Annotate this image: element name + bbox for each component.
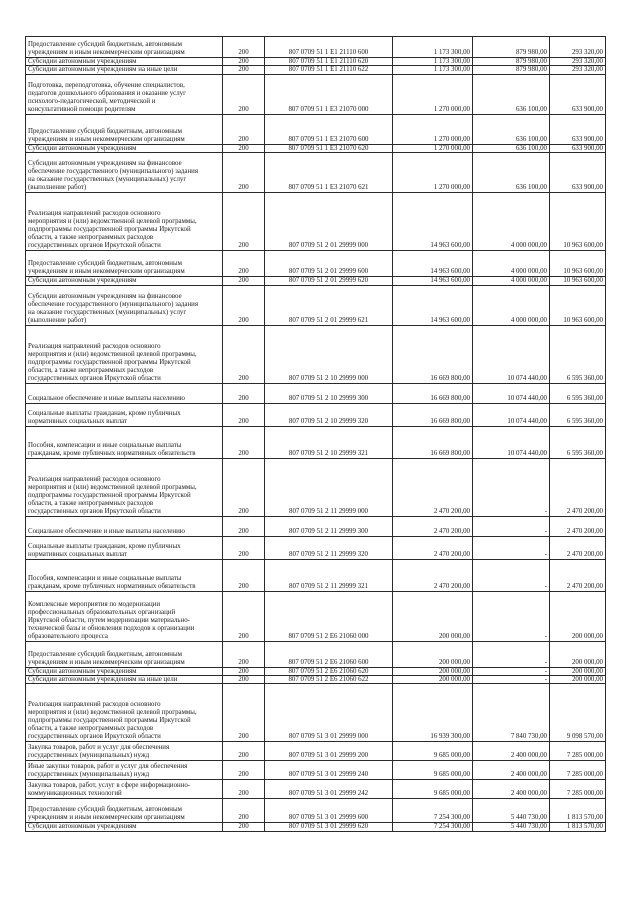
approved-amount-cell: 2 470 200,00: [393, 516, 473, 536]
approved-amount-cell: 1 270 000,00: [393, 144, 473, 152]
row-code-cell: 200: [223, 114, 265, 144]
approved-amount-cell: 16 669 800,00: [393, 403, 473, 426]
executed-amount-cell: 636 100,00: [473, 144, 550, 152]
unexecuted-amount-cell: 293 320,00: [550, 37, 606, 58]
unexecuted-amount-cell: 200 000,00: [550, 641, 606, 667]
approved-amount-cell: 9 685 000,00: [393, 761, 473, 780]
approved-amount-cell: 16 669 800,00: [393, 383, 473, 403]
unexecuted-amount-cell: 9 098 570,00: [550, 684, 606, 742]
approved-amount-cell: 16 669 800,00: [393, 426, 473, 458]
unexecuted-amount-cell: 2 470 200,00: [550, 516, 606, 536]
budget-classification-code-cell: 807 0709 51 2 01 29999 600: [265, 251, 393, 277]
budget-classification-code-cell: 807 0709 51 3 01 29999 240: [265, 761, 393, 780]
unexecuted-amount-cell: 633 900,00: [550, 144, 606, 152]
row-code-cell: 200: [223, 458, 265, 516]
row-name-cell: Иные закупки товаров, работ и услуг для обеспечения государственных (муниципальных) нужд: [26, 761, 223, 780]
executed-amount-cell: -: [473, 667, 550, 675]
budget-classification-code-cell: 807 0709 51 2 11 29999 300: [265, 516, 393, 536]
row-name-cell: Пособия, компенсации и иные социальные выплаты гражданам, кроме публичных нормативных обязательств: [26, 559, 223, 591]
budget-classification-code-cell: 807 0709 51 1 Е3 21070 000: [265, 74, 393, 114]
table-row: [26, 277, 606, 285]
approved-amount-cell: 1 173 300,00: [393, 66, 473, 74]
budget-classification-code-cell: 807 0709 51 3 01 29999 242: [265, 780, 393, 799]
row-name-cell: Пособия, компенсации и иные социальные выплаты гражданам, кроме публичных нормативных обязательств: [26, 426, 223, 458]
executed-amount-cell: 879 980,00: [473, 58, 550, 66]
executed-amount-cell: 10 074 440,00: [473, 403, 550, 426]
table-row: [26, 676, 606, 684]
table-row: [26, 383, 606, 403]
approved-amount-cell: 14 963 600,00: [393, 251, 473, 277]
row-code-cell: 200: [223, 799, 265, 823]
budget-classification-code-cell: 807 0709 51 2 10 29999 320: [265, 403, 393, 426]
row-code-cell: 200: [223, 251, 265, 277]
row-name-cell: Субсидии автономным учреждениям на иные цели: [26, 66, 223, 74]
unexecuted-amount-cell: 10 963 600,00: [550, 251, 606, 277]
table-row: [26, 193, 606, 251]
row-name-cell: Реализация направлений расходов основного мероприятия и (или) ведомственной целевой программы, подпрограммы государственной программы Иркутской области, а также непрограммных расходов государственных органов Иркутской области: [26, 458, 223, 516]
approved-amount-cell: 200 000,00: [393, 591, 473, 641]
unexecuted-amount-cell: 7 285 000,00: [550, 761, 606, 780]
executed-amount-cell: 10 074 440,00: [473, 426, 550, 458]
executed-amount-cell: 4 000 000,00: [473, 193, 550, 251]
executed-amount-cell: 4 000 000,00: [473, 251, 550, 277]
row-code-cell: 200: [223, 559, 265, 591]
unexecuted-amount-cell: 6 595 360,00: [550, 325, 606, 383]
row-name-cell: Социальное обеспечение и иные выплаты населению: [26, 516, 223, 536]
table-body: [26, 37, 606, 832]
budget-classification-code-cell: 807 0709 51 3 01 29999 000: [265, 684, 393, 742]
executed-amount-cell: 5 440 730,00: [473, 823, 550, 831]
executed-amount-cell: 879 980,00: [473, 37, 550, 58]
approved-amount-cell: 1 270 000,00: [393, 153, 473, 193]
unexecuted-amount-cell: 6 595 360,00: [550, 383, 606, 403]
budget-classification-code-cell: 807 0709 51 3 01 29999 600: [265, 799, 393, 823]
row-name-cell: Социальные выплаты гражданам, кроме публичных нормативных социальных выплат: [26, 403, 223, 426]
row-code-cell: 200: [223, 193, 265, 251]
budget-classification-code-cell: 807 0709 51 2 Е6 21060 000: [265, 591, 393, 641]
approved-amount-cell: 7 254 300,00: [393, 823, 473, 831]
table-row: [26, 823, 606, 831]
row-code-cell: 200: [223, 761, 265, 780]
unexecuted-amount-cell: 10 963 600,00: [550, 193, 606, 251]
row-name-cell: Предоставление субсидий бюджетным, автономным учреждениям и иным некоммерческим организациям: [26, 799, 223, 823]
budget-classification-code-cell: 807 0709 51 3 01 29999 620: [265, 823, 393, 831]
executed-amount-cell: 5 440 730,00: [473, 799, 550, 823]
approved-amount-cell: 14 963 600,00: [393, 193, 473, 251]
row-name-cell: Предоставление субсидий бюджетным, автономным учреждениям и иным некоммерческим организациям: [26, 641, 223, 667]
unexecuted-amount-cell: 200 000,00: [550, 667, 606, 675]
approved-amount-cell: 14 963 600,00: [393, 277, 473, 285]
row-code-cell: 200: [223, 684, 265, 742]
table-row: [26, 251, 606, 277]
budget-classification-code-cell: 807 0709 51 2 11 29999 320: [265, 536, 393, 559]
approved-amount-cell: 2 470 200,00: [393, 458, 473, 516]
row-name-cell: Закупка товаров, работ, услуг в сфере информационно- коммуникационных технологий: [26, 780, 223, 799]
budget-classification-code-cell: 807 0709 51 1 Е1 21110 622: [265, 66, 393, 74]
row-name-cell: Субсидии автономным учреждениям на иные цели: [26, 676, 223, 684]
row-name-cell: Социальные выплаты гражданам, кроме публичных нормативных социальных выплат: [26, 536, 223, 559]
approved-amount-cell: 16 939 300,00: [393, 684, 473, 742]
table-row: [26, 780, 606, 799]
table-row: [26, 591, 606, 641]
row-name-cell: Реализация направлений расходов основного мероприятия и (или) ведомственной целевой программы, подпрограммы государственной программы Иркутской области, а также непрограммных расходов государственных органов Иркутской области: [26, 684, 223, 742]
unexecuted-amount-cell: 293 320,00: [550, 58, 606, 66]
row-code-cell: 200: [223, 383, 265, 403]
unexecuted-amount-cell: 10 963 600,00: [550, 285, 606, 325]
executed-amount-cell: -: [473, 516, 550, 536]
row-name-cell: Субсидии автономным учреждениям: [26, 667, 223, 675]
table-row: [26, 641, 606, 667]
row-name-cell: Субсидии автономным учреждениям: [26, 58, 223, 66]
table-row: [26, 285, 606, 325]
row-name-cell: Закупка товаров, работ и услуг для обеспечения государственных (муниципальных) нужд: [26, 742, 223, 761]
table-row: [26, 114, 606, 144]
row-name-cell: Субсидии автономным учреждениям: [26, 144, 223, 152]
executed-amount-cell: 636 100,00: [473, 153, 550, 193]
table-row: [26, 742, 606, 761]
row-code-cell: 200: [223, 591, 265, 641]
unexecuted-amount-cell: 200 000,00: [550, 676, 606, 684]
unexecuted-amount-cell: 7 285 000,00: [550, 742, 606, 761]
row-code-cell: 200: [223, 641, 265, 667]
unexecuted-amount-cell: 200 000,00: [550, 591, 606, 641]
budget-execution-table: [25, 36, 606, 832]
table-row: [26, 66, 606, 74]
executed-amount-cell: 2 400 000,00: [473, 761, 550, 780]
approved-amount-cell: 1 173 300,00: [393, 37, 473, 58]
row-code-cell: 200: [223, 676, 265, 684]
budget-classification-code-cell: 807 0709 51 1 Е1 21110 600: [265, 37, 393, 58]
executed-amount-cell: 10 074 440,00: [473, 383, 550, 403]
row-code-cell: 200: [223, 742, 265, 761]
budget-classification-code-cell: 807 0709 51 2 10 29999 000: [265, 325, 393, 383]
row-name-cell: Реализация направлений расходов основного мероприятия и (или) ведомственной целевой программы, подпрограммы государственной программы Иркутской области, а также непрограммных расходов государственных органов Иркутской области: [26, 325, 223, 383]
row-code-cell: 200: [223, 516, 265, 536]
executed-amount-cell: -: [473, 641, 550, 667]
row-code-cell: 200: [223, 667, 265, 675]
table-row: [26, 58, 606, 66]
row-name-cell: Субсидии автономным учреждениям на финансовое обеспечение государственного (муниципального) задания на оказание государственных (муниципальных) услуг (выполнение работ): [26, 153, 223, 193]
budget-classification-code-cell: 807 0709 51 1 Е3 21070 600: [265, 114, 393, 144]
table-row: [26, 761, 606, 780]
executed-amount-cell: -: [473, 676, 550, 684]
executed-amount-cell: 4 000 000,00: [473, 277, 550, 285]
executed-amount-cell: 879 980,00: [473, 66, 550, 74]
table-row: [26, 559, 606, 591]
budget-classification-code-cell: 807 0709 51 1 Е3 21070 620: [265, 144, 393, 152]
executed-amount-cell: 4 000 000,00: [473, 285, 550, 325]
table-row: [26, 536, 606, 559]
approved-amount-cell: 200 000,00: [393, 667, 473, 675]
table-row: [26, 74, 606, 114]
approved-amount-cell: 1 173 300,00: [393, 58, 473, 66]
budget-classification-code-cell: 807 0709 51 2 10 29999 300: [265, 383, 393, 403]
row-code-cell: 200: [223, 37, 265, 58]
approved-amount-cell: 200 000,00: [393, 641, 473, 667]
unexecuted-amount-cell: 293 320,00: [550, 66, 606, 74]
table-row: [26, 799, 606, 823]
budget-classification-code-cell: 807 0709 51 1 Е3 21070 621: [265, 153, 393, 193]
approved-amount-cell: 9 685 000,00: [393, 742, 473, 761]
row-code-cell: 200: [223, 780, 265, 799]
budget-classification-code-cell: 807 0709 51 3 01 29999 200: [265, 742, 393, 761]
table-row: [26, 426, 606, 458]
row-code-cell: 200: [223, 153, 265, 193]
row-code-cell: 200: [223, 277, 265, 285]
budget-classification-code-cell: 807 0709 51 2 10 29999 321: [265, 426, 393, 458]
row-code-cell: 200: [223, 74, 265, 114]
budget-classification-code-cell: 807 0709 51 2 01 29999 000: [265, 193, 393, 251]
executed-amount-cell: -: [473, 591, 550, 641]
approved-amount-cell: 1 270 000,00: [393, 74, 473, 114]
table-row: [26, 37, 606, 58]
table-row: [26, 458, 606, 516]
row-name-cell: Социальное обеспечение и иные выплаты населению: [26, 383, 223, 403]
row-name-cell: Субсидии автономным учреждениям: [26, 823, 223, 831]
approved-amount-cell: 16 669 800,00: [393, 325, 473, 383]
unexecuted-amount-cell: 633 900,00: [550, 74, 606, 114]
budget-classification-code-cell: 807 0709 51 1 Е1 21110 620: [265, 58, 393, 66]
executed-amount-cell: 10 074 440,00: [473, 325, 550, 383]
row-code-cell: 200: [223, 66, 265, 74]
unexecuted-amount-cell: 2 470 200,00: [550, 458, 606, 516]
approved-amount-cell: 2 470 200,00: [393, 536, 473, 559]
row-name-cell: Субсидии автономным учреждениям на финансовое обеспечение государственного (муниципального) задания на оказание государственных (муниципальных) услуг (выполнение работ): [26, 285, 223, 325]
row-name-cell: Предоставление субсидий бюджетным, автономным учреждениям и иным некоммерческим организациям: [26, 114, 223, 144]
approved-amount-cell: 2 470 200,00: [393, 559, 473, 591]
row-name-cell: Реализация направлений расходов основного мероприятия и (или) ведомственной целевой программы, подпрограммы государственной программы Иркутской области, а также непрограммных расходов государственных органов Иркутской области: [26, 193, 223, 251]
executed-amount-cell: -: [473, 458, 550, 516]
executed-amount-cell: 2 400 000,00: [473, 742, 550, 761]
row-name-cell: Субсидии автономным учреждениям: [26, 277, 223, 285]
row-code-cell: 200: [223, 285, 265, 325]
budget-classification-code-cell: 807 0709 51 2 11 29999 321: [265, 559, 393, 591]
unexecuted-amount-cell: 633 900,00: [550, 114, 606, 144]
approved-amount-cell: 200 000,00: [393, 676, 473, 684]
approved-amount-cell: 9 685 000,00: [393, 780, 473, 799]
executed-amount-cell: 2 400 000,00: [473, 780, 550, 799]
row-name-cell: Предоставление субсидий бюджетным, автономным учреждениям и иным некоммерческим организациям: [26, 37, 223, 58]
budget-classification-code-cell: 807 0709 51 2 Е6 21060 600: [265, 641, 393, 667]
row-code-cell: 200: [223, 823, 265, 831]
approved-amount-cell: 14 963 600,00: [393, 285, 473, 325]
executed-amount-cell: -: [473, 536, 550, 559]
budget-classification-code-cell: 807 0709 51 2 11 29999 000: [265, 458, 393, 516]
table-row: [26, 684, 606, 742]
unexecuted-amount-cell: 1 813 570,00: [550, 799, 606, 823]
unexecuted-amount-cell: 10 963 600,00: [550, 277, 606, 285]
unexecuted-amount-cell: 6 595 360,00: [550, 426, 606, 458]
budget-report-page: [25, 36, 605, 832]
unexecuted-amount-cell: 6 595 360,00: [550, 403, 606, 426]
row-code-cell: 200: [223, 325, 265, 383]
table-row: [26, 153, 606, 193]
table-row: [26, 144, 606, 152]
unexecuted-amount-cell: 1 813 570,00: [550, 823, 606, 831]
budget-classification-code-cell: 807 0709 51 2 01 29999 621: [265, 285, 393, 325]
row-code-cell: 200: [223, 536, 265, 559]
table-row: [26, 667, 606, 675]
row-name-cell: Предоставление субсидий бюджетным, автономным учреждениям и иным некоммерческим организациям: [26, 251, 223, 277]
row-code-cell: 200: [223, 144, 265, 152]
row-name-cell: Подготовка, переподготовка, обучение специалистов, педагогов дошкольного образования и оказание услуг психолого-педагогической, методической и консультативной помощи родителям: [26, 74, 223, 114]
row-code-cell: 200: [223, 426, 265, 458]
executed-amount-cell: 636 100,00: [473, 114, 550, 144]
table-row: [26, 325, 606, 383]
unexecuted-amount-cell: 633 900,00: [550, 153, 606, 193]
row-code-cell: 200: [223, 58, 265, 66]
unexecuted-amount-cell: 2 470 200,00: [550, 559, 606, 591]
executed-amount-cell: 7 840 730,00: [473, 684, 550, 742]
budget-classification-code-cell: 807 0709 51 2 Е6 21060 620: [265, 667, 393, 675]
executed-amount-cell: 636 100,00: [473, 74, 550, 114]
row-name-cell: Комплексные мероприятия по модернизации профессиональных образовательных организаций Иркутской области, путем модернизации материально- технической базы и обновления подходов к организации образовательного процесса: [26, 591, 223, 641]
unexecuted-amount-cell: 2 470 200,00: [550, 536, 606, 559]
approved-amount-cell: 1 270 000,00: [393, 114, 473, 144]
budget-classification-code-cell: 807 0709 51 2 Е6 21060 622: [265, 676, 393, 684]
approved-amount-cell: 7 254 300,00: [393, 799, 473, 823]
table-row: [26, 403, 606, 426]
row-code-cell: 200: [223, 403, 265, 426]
executed-amount-cell: -: [473, 559, 550, 591]
table-row: [26, 516, 606, 536]
budget-classification-code-cell: 807 0709 51 2 01 29999 620: [265, 277, 393, 285]
unexecuted-amount-cell: 7 285 000,00: [550, 780, 606, 799]
